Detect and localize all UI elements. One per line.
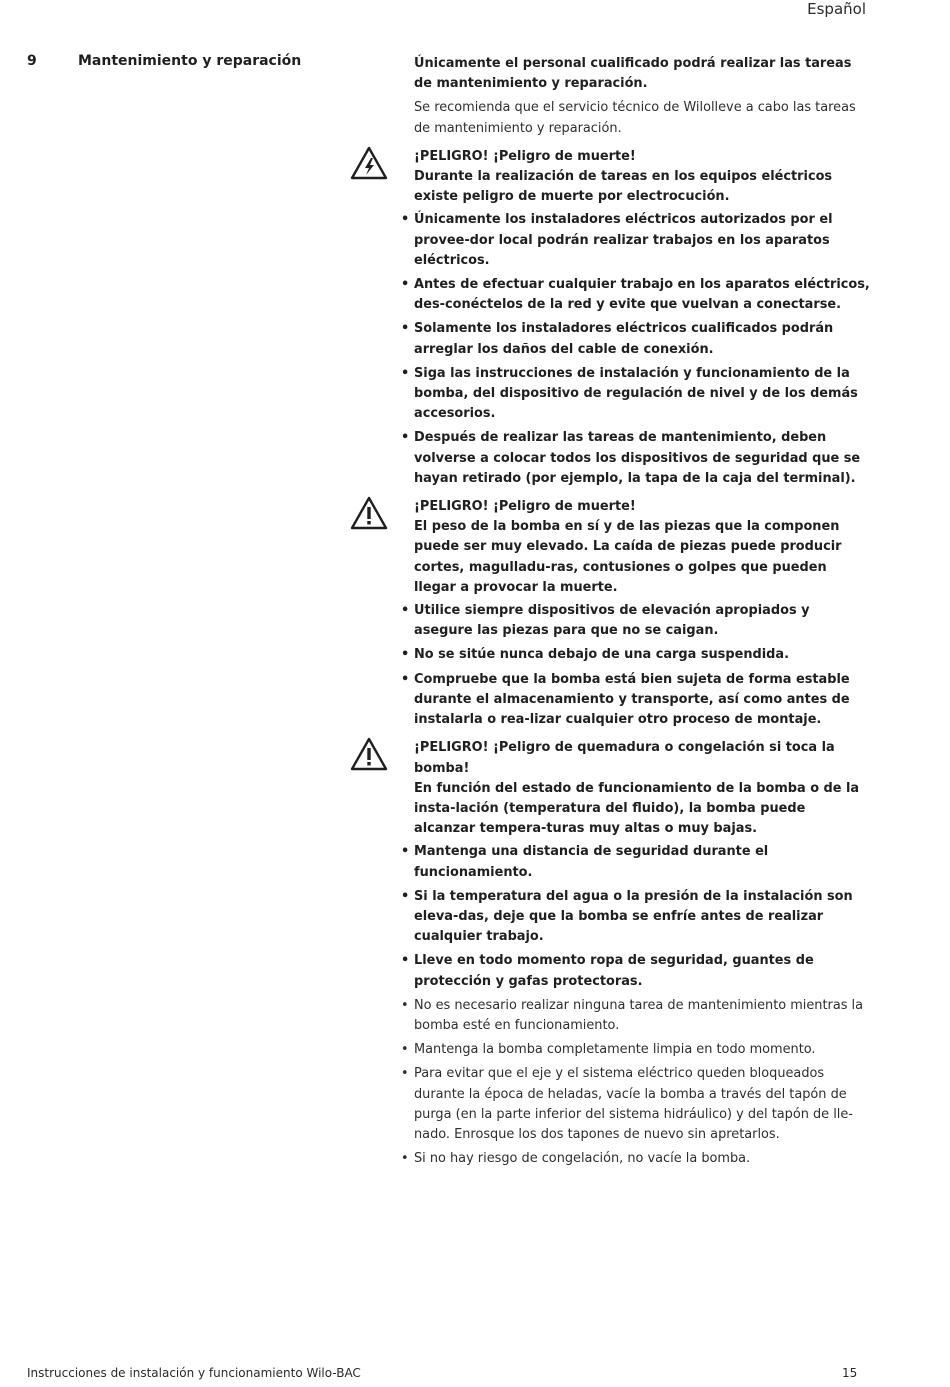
general-warning-icon [350,737,388,771]
list-item: • Lleve en todo momento ropa de seguridad, guantes de protección y gafas protectoras. [414,951,870,991]
warning-electric-list [414,210,870,489]
section-number: 9 [27,53,37,69]
warning-weight-list [414,601,870,730]
list-item: • Siga las instrucciones de instalación y funcionamiento de la bomba, del dispositivo de regulación de nivel y de los demás accesorios. [414,364,870,425]
page-number: 15 [842,1366,858,1380]
main-content [414,54,870,1177]
electric-hazard-icon [350,146,388,180]
list-item: • Solamente los instaladores eléctricos cualificados podrán arreglar los daños del cable de conexión. [414,319,870,359]
warning-weight [414,497,870,598]
maintenance-notes-list [414,996,870,1170]
warning-text: En función del estado de funcionamiento de la bomba o de la insta-lación (temperatura del fluido), la bomba puede alcanzar tempera-turas muy altas o muy bajas. [414,780,860,837]
warning-temperature [414,738,870,839]
warning-electric [414,147,870,208]
general-warning-icon [350,496,388,530]
list-item: • Mantenga una distancia de seguridad durante el funcionamiento. [414,842,870,882]
list-item: • Utilice siempre dispositivos de elevación apropiados y asegure las piezas para que no se caigan. [414,601,870,641]
language-label: Español [807,0,866,18]
warning-text: Durante la realización de tareas en los equipos eléctricos existe peligro de muerte por electrocución. [414,169,833,205]
list-item: • Si no hay riesgo de congelación, no vacíe la bomba. [414,1149,870,1169]
warning-title: ¡PELIGRO! ¡Peligro de quemadura o congelación si toca la bomba! [414,740,835,776]
intro-bold-text: Únicamente el personal cualificado podrá realizar las tareas de mantenimiento y reparación. [414,56,852,92]
list-item: • Compruebe que la bomba está bien sujeta de forma estable durante el almacenamiento y transporte, así como antes de instalarla o rea-lizar cualquier otro proceso de montaje. [414,670,870,731]
section-title: Mantenimiento y reparación [78,53,302,69]
warning-temperature-list [414,842,870,991]
list-item: • Antes de efectuar cualquier trabajo en los aparatos eléctricos, des-conéctelos de la red y evite que vuelvan a conectarse. [414,275,870,315]
list-item: • Únicamente los instaladores eléctricos autorizados por el provee-dor local podrán realizar trabajos en los aparatos eléctricos. [414,210,870,271]
list-item: • Después de realizar las tareas de mantenimiento, deben volverse a colocar todos los dispositivos de seguridad que se hayan retirado (por ejemplo, la tapa de la caja del terminal). [414,428,870,489]
footer-document-title: Instrucciones de instalación y funcionamiento Wilo-BAC [27,1366,361,1380]
list-item: • No se sitúe nunca debajo de una carga suspendida. [414,645,870,665]
list-item: • Si la temperatura del agua o la presión de la instalación son eleva-das, deje que la bomba se enfríe antes de realizar cualquier trabajo. [414,887,870,948]
list-item: • Mantenga la bomba completamente limpia en todo momento. [414,1040,870,1060]
warning-title: ¡PELIGRO! ¡Peligro de muerte! [414,148,636,164]
list-item: • Para evitar que el eje y el sistema eléctrico queden bloqueados durante la época de heladas, vacíe la bomba a través del tapón de purga (en la parte inferior del sistema hidráulico) y del tapón de lle-nado. Enrosque los dos tapones de nuevo sin apretarlos. [414,1064,870,1145]
list-item: • No es necesario realizar ninguna tarea de mantenimiento mientras la bomba esté en funcionamiento. [414,996,870,1036]
intro-text: Se recomienda que el servicio técnico de Wilolleve a cabo las tareas de mantenimiento y reparación. [414,100,856,136]
warning-title: ¡PELIGRO! ¡Peligro de muerte! [414,499,636,515]
warning-text: El peso de la bomba en sí y de las piezas que la componen puede ser muy elevado. La caída de piezas puede producir cortes, magulladu-ras, contusiones o golpes que pueden llegar a provocar la muerte. [414,519,842,595]
